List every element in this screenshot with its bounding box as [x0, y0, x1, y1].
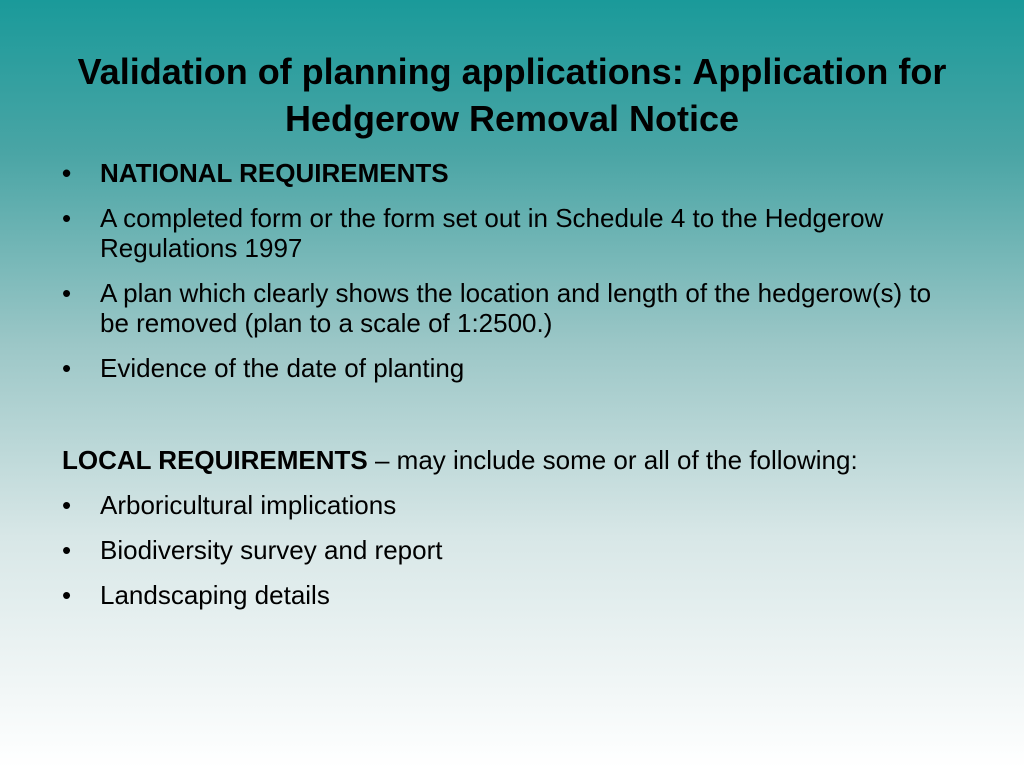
- national-requirements-heading: • NATIONAL REQUIREMENTS: [62, 158, 962, 188]
- slide-title: Validation of planning applications: Application for Hedgerow Removal Notice: [77, 51, 947, 139]
- local-requirement-item: • Biodiversity survey and report: [62, 535, 962, 565]
- local-requirements-heading: LOCAL REQUIREMENTS: [62, 445, 368, 475]
- slide-content: [62, 158, 962, 625]
- national-requirements-list: [62, 158, 962, 383]
- local-requirements-intro: – may include some or all of the following:: [367, 445, 858, 475]
- local-requirements-list: [62, 490, 962, 610]
- national-requirement-item: • A completed form or the form set out in Schedule 4 to the Hedgerow Regulations 1997: [62, 203, 962, 263]
- local-requirements-paragraph: [62, 445, 962, 475]
- local-requirement-item: • Landscaping details: [62, 580, 962, 610]
- national-requirement-item: • Evidence of the date of planting: [62, 353, 962, 383]
- section-spacer: [62, 398, 962, 445]
- national-requirement-item: • A plan which clearly shows the location and length of the hedgerow(s) to be removed (plan to a scale of 1:2500.): [62, 278, 962, 338]
- local-requirement-item: • Arboricultural implications: [62, 490, 962, 520]
